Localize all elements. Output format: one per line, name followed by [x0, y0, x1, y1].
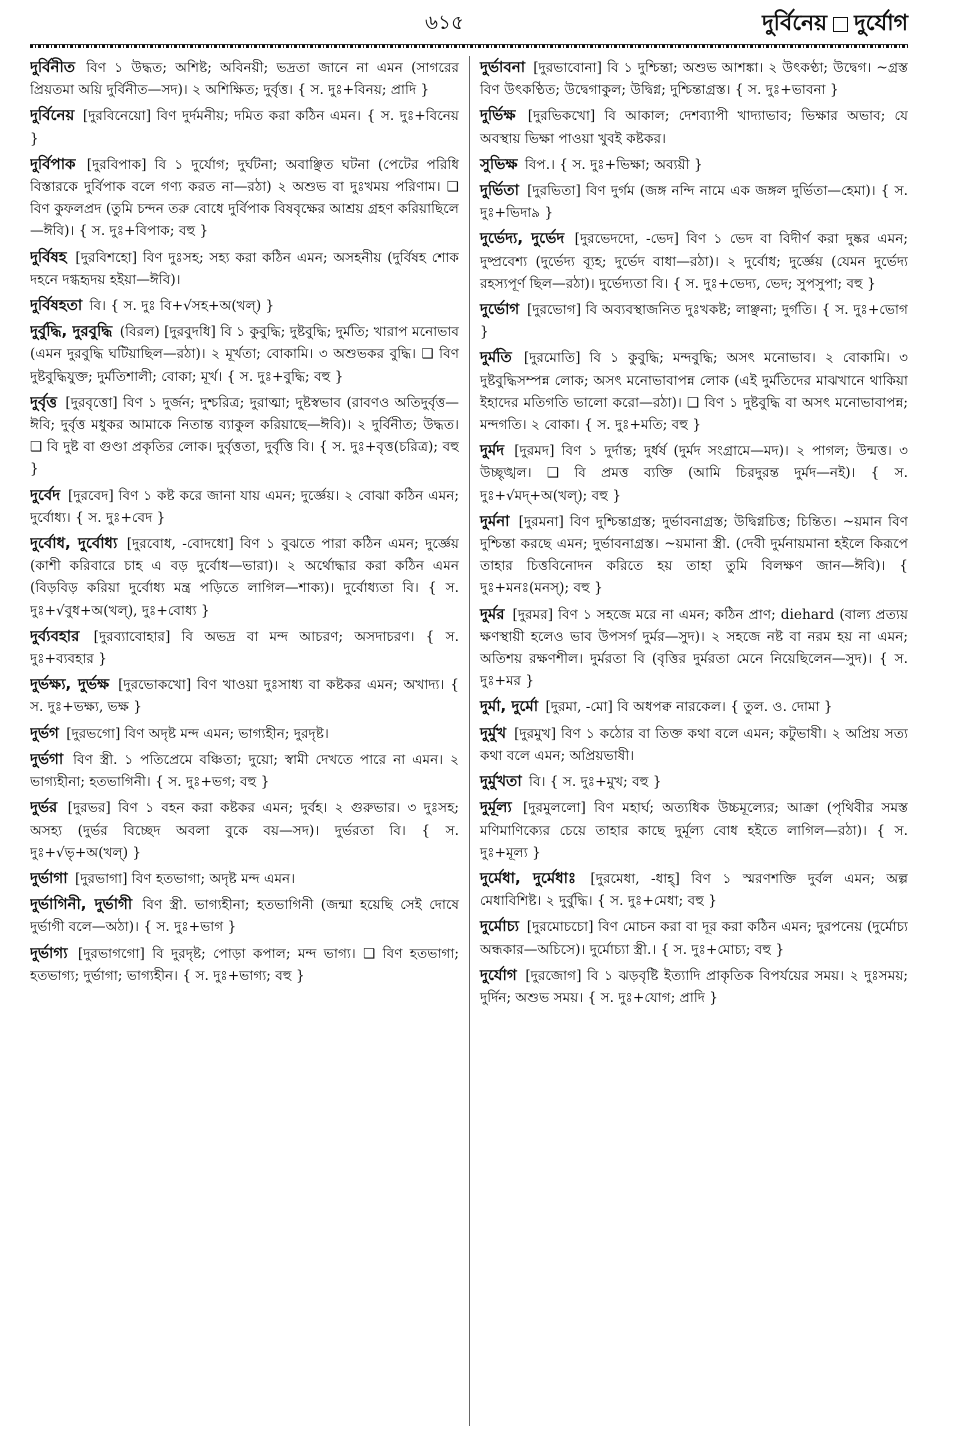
guide-word-first: দুর্বিনেয়	[762, 11, 828, 36]
guide-words	[762, 6, 908, 43]
right-column	[469, 56, 908, 1426]
entry-definition: [দুরব্যাবোহার] বি অভদ্র বা মন্দ আচরণ; অসদাচরণ। { স. দুঃ+ব্যবহার }	[30, 628, 460, 668]
entry-headword: সুভিক্ষ	[480, 154, 518, 173]
entry-definition: বিণ ১ উদ্ধত; অশিষ্ট; অবিনয়ী; ভদ্রতা জানে না এমন (সাগরের প্রিয়তমা অয়ি দুর্বিনীত—সদ)। ২ অশিক্ষিত; দুর্বৃত্ত। { স. দুঃ+বিনয়; প্রাদি }	[30, 60, 459, 99]
dictionary-entry	[480, 964, 908, 1009]
entry-headword: দুর্ভেদ্য, দুর্ভেদ	[480, 229, 565, 248]
entry-headword: দুর্মুখতা	[480, 772, 522, 791]
entry-headword: দুর্ভাবনা	[480, 58, 526, 76]
entry-headword: দুর্ভগা	[30, 749, 64, 768]
entry-definition: [দুরমর] বিণ ১ সহজে মরে না এমন; কঠিন প্রাণ; diehard (বাল্য প্রত্যয় ক্ষণস্থায়ী হলেও ভাব উপসর্গ দুর্মর—সুদ)। ২ সহজে নষ্ট বা নরম হয় না এমন; অতিশয় রক্ষণশীল। দুর্মরতা বি (বৃত্তির দুর্মরতা মেনে নিয়েছিলেন—সুদ)। { স. দুঃ+মর }	[480, 606, 908, 690]
entry-headword: দুর্মর	[480, 604, 505, 623]
dictionary-entry	[480, 439, 908, 507]
dictionary-entry	[480, 153, 908, 176]
entry-definition: বি। { স. দুঃ বি+√সহ+অ(খল্) }	[89, 298, 275, 315]
dictionary-entry	[30, 246, 459, 291]
entry-definition: [দুরমনা] বিণ দুশ্চিন্তাগ্রস্ত; দুর্ভাবনাগ্রস্ত; উদ্বিগ্নচিত্ত; চিন্তিত। ~য়মান বিণ দুশ্চিন্তা করছে এমন; দুর্ভাবনাগ্রস্ত। ~য়মানা স্ত্রী. (দেবী দুর্মনায়মানা হইলে কিরূপে তাহার চিত্তবিনোদন করিতে হয় তাহা তুমি বিলক্ষণ জান—ঈবি)। { দুঃ+মনঃ(মনস্); বহু }	[480, 513, 908, 597]
dictionary-entry	[480, 104, 908, 149]
entry-headword: দুর্মদ	[480, 441, 505, 460]
entry-headword: দুর্বিষহতা	[30, 296, 83, 315]
entry-definition: [দুরমদ] বিণ ১ দুর্দান্ত; দুর্ধর্ষ (দুর্মদ সংগ্রামে—মদ)। ২ পাগল; উন্মত্ত। ৩ উচ্ছৃঙ্খল। ❑ বি প্রমত্ত ব্যক্তি (আমি চিরদুরন্ত দুর্মদ—নই)। { স. দুঃ+√মদ্+অ(খল্); বহু }	[480, 443, 908, 504]
entry-headword: দুর্ভক্ষ্য, দুর্ভক্ষ	[30, 675, 110, 694]
entry-definition: [দুরবৃত্তো] বিণ ১ দুর্জন; দুশ্চরিত্র; দুরাত্মা; দুষ্টস্বভাব (রাবণও অতিদুর্বৃত্ত—ঈবি; দুর্বৃত্ত মধুকর আমাকে নিতান্ত ব্যাকুল করিয়াছে—ঈবি)। ২ দুর্বিনীত; উদ্ধত। ❑ বি দুষ্ট বা গুণ্ডা প্রকৃতির লোক। দুর্বৃত্ততা, দুর্বৃত্তি বি। { স. দুঃ+বৃত্ত(চরিত্র); বহু }	[30, 394, 459, 478]
entry-definition: [দুরভোগ] বি অব্যবস্থাজনিত দুঃখকষ্ট; লাঞ্ছনা; দুর্গতি। { স. দুঃ+ভোগ }	[480, 302, 908, 341]
dictionary-entry	[30, 104, 459, 149]
entry-definition: [দুরভাবোনা] বি ১ দুশ্চিন্তা; অশুভ আশঙ্কা। ২ উৎকণ্ঠা; উদ্বেগ। ~গ্রস্ত বিণ উৎকণ্ঠিত; উদ্বেগাকুল; উদ্বিগ্ন; দুশ্চিন্তাগ্রস্ত। { স. দুঃ+ভাবনা }	[480, 60, 908, 99]
dictionary-entry	[30, 153, 459, 243]
dictionary-entry	[30, 320, 459, 388]
entry-definition: [দুরভাগা] বিণ হতভাগা; অদৃষ্ট মন্দ এমন।	[74, 870, 296, 887]
entry-headword: দুর্ভিক্ষ	[480, 106, 516, 125]
entry-definition: [দুরভগো] বিণ অদৃষ্ট মন্দ এমন; ভাগ্যহীন; দুরদৃষ্ট।	[66, 725, 329, 742]
dictionary-entry	[30, 673, 459, 718]
entry-definition: [দুরভর] বিণ ১ বহন করা কষ্টকর এমন; দুর্বহ। ২ গুরুভার। ৩ দুঃসহ; অসহ্য (দুর্ভর বিচ্ছেদ অবলা বুকে বয়—সদ)। দুর্ভরতা বি। { স. দুঃ+√ভৃ+অ(খল্) }	[30, 800, 459, 861]
entry-headword: দুর্যোগ	[480, 965, 517, 984]
entry-headword: দুর্বুদ্ধি, দুরবুদ্ধি	[30, 322, 113, 341]
left-column	[30, 56, 469, 1426]
dictionary-entry	[480, 346, 908, 436]
entry-headword: দুর্মূল্য	[480, 798, 512, 817]
entry-headword: দুর্ভাগা	[30, 868, 68, 887]
entry-headword: দুর্মুখ	[480, 723, 507, 742]
entry-columns	[30, 56, 908, 1426]
dictionary-entry	[30, 722, 459, 745]
guide-word-last: দুর্যোগ	[854, 11, 908, 36]
dictionary-entry	[30, 56, 459, 101]
dictionary-entry	[30, 532, 459, 622]
entry-definition: [দুরবেদ] বিণ ১ কষ্ট করে জানা যায় এমন; দুর্জ্ঞেয়। ২ বোঝা কঠিন এমন; দুর্বোধ্য। { স. দুঃ+বেদ }	[30, 487, 459, 526]
entry-headword: দুর্বৃত্ত	[30, 392, 57, 411]
dictionary-entry	[480, 603, 908, 693]
entry-definition: [দুরমুললো] বিণ মহার্ঘ; অত্যধিক উচ্চমূল্যের; আক্রা (পৃথিবীর সমস্ত মণিমাণিক্যের চেয়ে তাহার কাছে দুর্মূল্য বোধ হইতে লাগিল—রঠা)। { স. দুঃ+মূল্য }	[480, 800, 908, 861]
entry-definition: [দুরভিতা] বিণ দুর্গম (জঙ্গ নন্দি নামে এক জঙ্গল দুর্ভিতা—হেমা)। { স. দুঃ+ভিদা৯ }	[480, 183, 908, 222]
dictionary-entry	[480, 179, 908, 224]
entry-definition: [দুরমোতি] বি ১ কুবুদ্ধি; মন্দবুদ্ধি; অসৎ মনোভাব। ২ বোকামি। ৩ দুষ্টবুদ্ধিসম্পন্ন লোক; অসৎ মনোভাবাপন্ন লোক (এই দুর্মতিদের মাঝখানে থাকিয়া ইহাদের মতিগতি ভালো করো—রঠা)। ❑ বিণ ১ দুষ্টবুদ্ধি বা অসৎ মনোভাবাপন্ন; মন্দগতি। ২ বোকা। { স. দুঃ+মতি; বহু }	[480, 350, 908, 434]
dictionary-entry	[30, 294, 459, 317]
dictionary-entry	[480, 722, 908, 767]
entry-headword: দুর্বিনীত	[30, 58, 76, 76]
dictionary-entry	[480, 56, 908, 101]
dictionary-entry	[480, 510, 908, 600]
entry-headword: দুর্মেধা, দুর্মেধাঃ	[480, 868, 576, 887]
entry-headword: দুর্বোধ, দুর্বোধ্য	[30, 534, 118, 553]
entry-definition: [দুরবিপাক] বি ১ দুর্যোগ; দুর্ঘটনা; অবাঞ্ছিত ঘটনা (পেটের পরিধি বিস্তারকে দুর্বিপাক বলে গণ্য করত না—রঠা) ২ অশুভ বা দুঃখময় পরিণাম। ❑ বিণ কুফলপ্রদ (তুমি চন্দন তরু বোধে দুর্বিপাক বিষবৃক্ষের আশ্রয় গ্রহণ করিয়াছিলে—ঈবি)। { স. দুঃ+বিপাক; বহু }	[30, 156, 460, 240]
entry-definition: (বিরল) [দুরবুদধি] বি ১ কুবুদ্ধি; দুষ্টবুদ্ধি; দুর্মতি; খারাপ মনোভাব (এমন দুরবুদ্ধি ঘটিয়াছিল—রঠা)। ২ মূর্খতা; বোকামি। ৩ অশুভকর বুদ্ধি। ❑ বিণ দুষ্টবুদ্ধিযুক্ত; দুর্মতিশালী; বোকা; মূর্খ। { স. দুঃ+বুদ্ধি; বহু }	[30, 324, 459, 385]
dictionary-entry	[30, 748, 459, 793]
entry-definition: [দুরভিকখো] বি আকাল; দেশব্যাপী খাদ্যাভাব; ভিক্ষার অভাব; যে অবস্থায় ভিক্ষা পাওয়া খুবই কষ্টকর।	[480, 108, 908, 147]
entry-headword: দুর্ভাগ্য	[30, 943, 68, 962]
entry-headword: দুর্মোচ্য	[480, 917, 520, 936]
dictionary-entry	[30, 796, 459, 864]
guide-separator-icon	[833, 17, 848, 32]
entry-definition: [দুরভাগগো] বি দুরদৃষ্ট; পোড়া কপাল; মন্দ ভাগ্য। ❑ বিণ হতভাগা; হতভাগ্য; দুর্ভাগা; ভাগ্যহীন। { স. দুঃ+ভাগ্য; বহু }	[30, 945, 459, 984]
entry-definition: [দুরমেধা, -ধাহ্] বিণ ১ স্মরণশক্তি দুর্বল এমন; অল্প মেধাবিশিষ্ট। ২ দুর্বুদ্ধি। { স. দুঃ+মেধা; বহু }	[480, 870, 908, 910]
dictionary-entry	[480, 867, 908, 912]
entry-headword: দুর্বেদ	[30, 485, 61, 504]
dictionary-entry	[480, 298, 908, 343]
page-header	[30, 0, 908, 44]
header-rule	[30, 44, 908, 48]
entry-definition: [দুরমুখ] বিণ ১ কঠোর বা তিক্ত কথা বলে এমন; কটুভাষী। ২ অপ্রিয় সত্য কথা বলে এমন; অপ্রিয়ভাষী।	[480, 725, 908, 764]
entry-headword: দুর্বিপাক	[30, 154, 76, 173]
entry-definition: [দুরজোগ] বি ১ ঝড়বৃষ্টি ইত্যাদি প্রাকৃতিক বিপর্যয়ের সময়। ২ দুঃসময়; দুর্দিন; অশুভ সময়। { স. দুঃ+যোগ; প্রাদি }	[480, 967, 908, 1006]
entry-definition: [দুরভেদদো, -ভেদ] বিণ ১ ভেদ বা বিদীর্ণ করা দুষ্কর এমন; দুষ্প্রবেশ্য (দুর্ভেদ্য ব্যূহ; দুর্ভেদ বাধা—রঠা)। ২ দুর্বোধ; দুর্জ্ঞেয় (যেমন দুর্ভেদ্য রহস্যপূর্ণ ছিল—রঠা)। দুর্ভেদ্যতা বি। { স. দুঃ+ভেদ্য, ভেদ; সুপসুপা; বহু }	[480, 231, 908, 292]
entry-headword: দুর্ভিতা	[480, 181, 519, 200]
entry-definition: [দুরবোধ, -বোদধো] বিণ ১ বুঝতে পারা কঠিন এমন; দুর্জ্ঞেয় (কাশী করিবারে চাহ এ বড় দুর্বোধ—ভারা)। ২ অর্থোদ্ধার করা কঠিন এমন (বিড়বিড় করিয়া দুর্বোধ্য মন্ত্র পড়িতে লাগিল—শাক্য)। দুর্বোধ্যতা বি। { স. দুঃ+√বুধ+অ(খল্), দুঃ+বোধ্য }	[30, 536, 459, 619]
entry-headword: দুর্মা, দুর্মো	[480, 697, 539, 716]
dictionary-entry	[480, 770, 908, 793]
dictionary-entry	[30, 867, 459, 890]
entry-headword: দুর্ভোগ	[480, 300, 520, 319]
dictionary-entry	[480, 227, 908, 295]
dictionary-entry	[30, 893, 459, 938]
entry-headword: দুর্বিনেয়	[30, 106, 75, 125]
entry-headword: দুর্ভগ	[30, 723, 59, 742]
entry-headword: দুর্মতি	[480, 348, 512, 367]
dictionary-entry	[30, 942, 459, 987]
entry-headword: দুর্ব্যবহার	[30, 626, 80, 645]
page-number: ৬১৫	[425, 10, 464, 34]
entry-definition: [দুরবিনেয়ো] বিণ দুর্দমনীয়; দমিত করা কঠিন এমন। { স. দুঃ+বিনেয় }	[30, 108, 459, 147]
dictionary-entry	[30, 391, 459, 481]
entry-headword: দুর্মনা	[480, 511, 510, 530]
dictionary-entry	[30, 625, 459, 670]
entry-definition: বিপ.। { স. দুঃ+ভিক্ষা; অব্যয়ী }	[524, 156, 703, 173]
dictionary-entry	[30, 484, 459, 529]
dictionary-entry	[480, 796, 908, 864]
entry-definition: [দুরবিশহো] বিণ দুঃসহ; সহ্য করা কঠিন এমন; অসহনীয় (দুর্বিষহ শোক দহনে দগ্ধহৃদয় হইয়া—ঈবি)।	[30, 249, 460, 288]
dictionary-entry	[480, 915, 908, 960]
entry-headword: দুর্ভাগিনী, দুর্ভাগী	[30, 895, 133, 914]
entry-definition: [দুরভোকখো] বিণ খাওয়া দুঃসাধ্য বা কষ্টকর এমন; অখাদ্য। { স. দুঃ+ভক্ষ্য, ভক্ষ }	[30, 677, 459, 716]
entry-definition: বিণ স্ত্রী. ১ পতিপ্রেমে বঞ্চিতা; দুয়ো; স্বামী দেখতে পারে না এমন। ২ ভাগ্যহীনা; হতভাগিনী। { স. দুঃ+ভগ; বহু }	[30, 751, 459, 791]
entry-definition: বিণ স্ত্রী. ভাগ্যহীনা; হতভাগিনী (জন্মা হয়েছি সেই দোষে দুর্ভাগী বলে—অঠা)। { স. দুঃ+ভাগ }	[30, 897, 459, 936]
entry-definition: [দুরমা, -মো] বি অধপক্ব নারকেল। { তুল. ও. দোমা }	[545, 699, 833, 716]
dictionary-entry	[480, 695, 908, 718]
entry-headword: দুর্বিষহ	[30, 247, 67, 266]
entry-definition: বি। { স. দুঃ+মুখ; বহু }	[529, 774, 662, 791]
entry-headword: দুর্ভর	[30, 798, 58, 817]
entry-definition: [দুরমোচচো] বিণ মোচন করা বা দূর করা কঠিন এমন; দুরপনেয় (দুর্মোচ্য অন্ধকার—অচিসে)। দুর্মোচ্যা স্ত্রী.। { স. দুঃ+মোচ্য; বহু }	[480, 919, 908, 958]
